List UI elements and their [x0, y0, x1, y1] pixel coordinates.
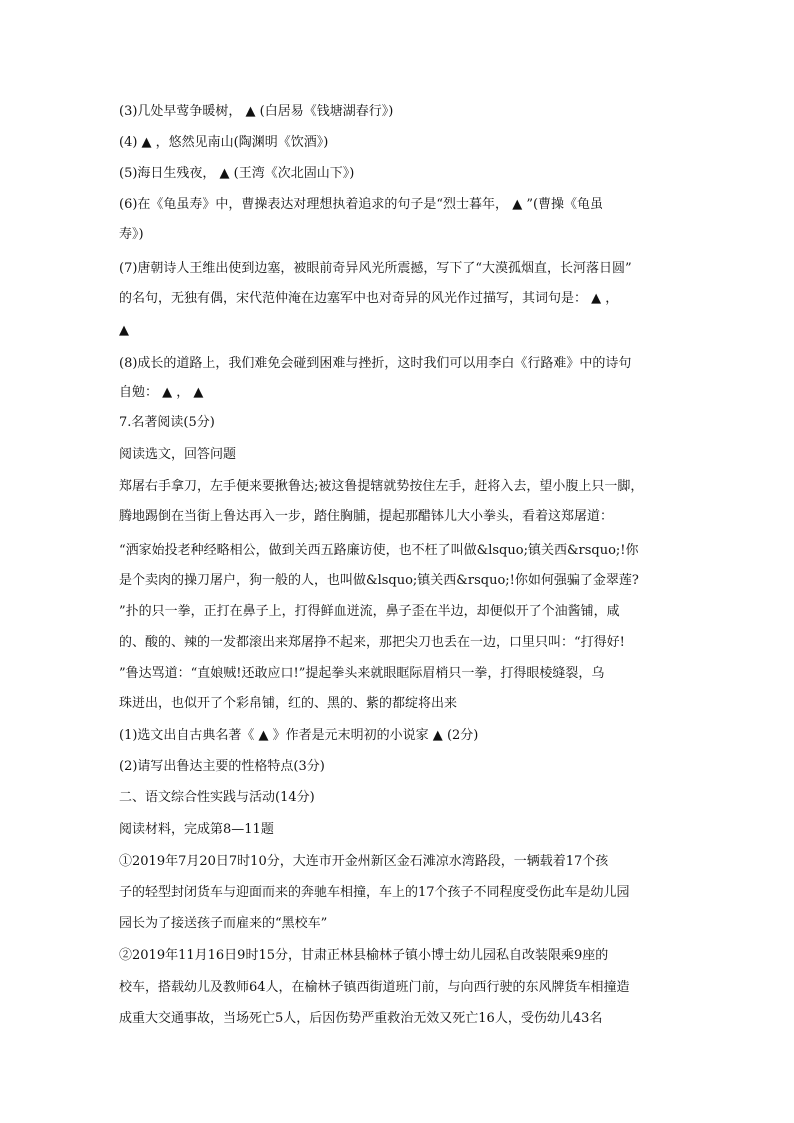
material-2-line-2: 校车，搭载幼儿及教师64人，在榆林子镇西街道班门前，与向西行驶的东风牌货车相撞造: [119, 980, 630, 995]
material-1-line-2: 子的轻型封闭货车与迎面而来的奔驰车相撞，车上的17个孩子不同程度受伤此车是幼儿园: [119, 885, 630, 900]
passage-line-3: “洒家始投老种经略相公，做到关西五路廉访使，也不枉了叫做&lsquo;镇关西&rsquo;!你: [119, 543, 639, 558]
text-line-fill-blank-6-cont: 寿》): [119, 227, 144, 242]
question-2-line: (2)请写出鲁达主要的性格特点(3分): [119, 759, 325, 774]
text-line-fill-blank-3: (3)几处早莺争暖树， ▲ (白居易《钱塘湖春行》): [119, 104, 394, 119]
passage-line-5: ”扑的只一拳，正打在鼻子上，打得鲜血迸流，鼻子歪在半边，却便似开了个油酱铺，咸: [119, 604, 620, 619]
passage-line-2: 腾地踢倒在当街上鲁达再入一步，踏住胸脯，提起那醋钵儿大小拳头，看着这郑屠道：: [119, 509, 614, 524]
material-1-line-1: ①2019年7月20日7时10分，大连市开金州新区金石滩凉水湾路段，一辆载着17个孩: [119, 854, 609, 869]
material-2-line-1: ②2019年11月16日9时15分，甘肃正林县榆林子镇小博士幼儿园私自改装限乘9座的: [119, 948, 609, 963]
text-line-fill-blank-7-answer: ▲: [119, 323, 129, 338]
passage-line-8: 珠迸出，也似开了个彩帛铺，红的、黑的、紫的都绽将出来: [119, 696, 458, 711]
passage-line-6: 的、酸的、辣的一发都滚出来郑屠挣不起来，那把尖刀也丢在一边，口里只叫：“打得好!: [119, 635, 625, 650]
section-heading-practice: 二、语文综合性实践与活动(14分): [119, 790, 315, 805]
question-1-line: (1)选文出自古典名著《 ▲ 》作者是元末明初的小说家 ▲ (2分): [119, 728, 479, 743]
passage-line-1: 郑屠右手拿刀，左手便来要揪鲁达;被这鲁提辖就势按住左手，赶将入去，望小腹上只一脚，: [119, 479, 644, 494]
text-line-fill-blank-8-cont: 自勉： ▲ ， ▲: [119, 385, 204, 400]
material-instruction-line: 阅读材料，完成第8—11题: [119, 822, 274, 837]
text-line-fill-blank-5: (5)海日生残夜， ▲ (王湾《次北固山下》): [119, 166, 355, 181]
section-heading-classic-reading: 7.名著阅读(5分): [119, 415, 215, 430]
text-line-fill-blank-4: (4) ▲ ，悠然见南山(陶渊明《饮酒》): [119, 135, 329, 150]
text-line-fill-blank-6: (6)在《龟虽寿》中，曹操表达对理想执着追求的句子是“烈士暮年， ▲ ”(曹操《龟虽: [119, 197, 604, 212]
text-line-fill-blank-8: (8)成长的道路上，我们难免会碰到困难与挫折，这时我们可以用李白《行路难》中的诗句: [119, 356, 632, 371]
material-1-line-3: 园长为了接送孩子而雇来的“黑校车”: [119, 916, 328, 931]
text-line-fill-blank-7: (7)唐朝诗人王维出使到边塞，被眼前奇异风光所震撼，写下了“大漠孤烟直，长河落日圆”: [119, 261, 632, 276]
instruction-line: 阅读选文，回答问题: [119, 447, 237, 462]
material-2-line-3: 成重大交通事故，当场死亡5人，后因伤势严重救治无效又死亡16人，受伤幼儿43名: [119, 1011, 603, 1026]
text-line-fill-blank-7-cont: 的名句，无独有偶，宋代范仲淹在边塞军中也对奇异的风光作过描写，其词句是： ▲ ，: [119, 291, 619, 306]
passage-line-4: 是个卖肉的操刀屠户，狗一般的人，也叫做&lsquo;镇关西&rsquo;!你如何强骗了金翠莲?: [119, 573, 639, 588]
passage-line-7: ”鲁达骂道：“直娘贼!还敢应口!”提起拳头来就眼眶际眉梢只一拳，打得眼棱缝裂，乌: [119, 666, 605, 681]
